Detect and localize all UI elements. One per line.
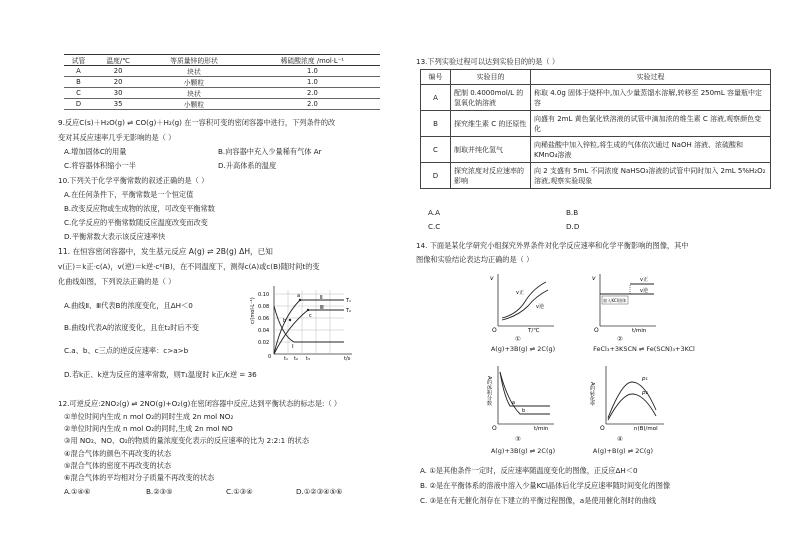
g3-equation: A(g)+3B(g) ⇌ 2C(g) (490, 447, 556, 455)
table-cell: 2.0 (245, 88, 380, 99)
table-cell: 1.0 (245, 77, 380, 88)
table-cell: C (421, 137, 451, 163)
g3-curve-label: a (512, 400, 516, 406)
y-tick: 0.06 (258, 316, 270, 322)
graph-1 (488, 270, 558, 332)
table-header: 温度/℃ (93, 55, 143, 66)
g4-number: ④ (617, 435, 623, 443)
table-cell: 向稀盐酸中加入锌粒,将生成的气体依次通过 NaOH 溶液、浓硫酸和 KMnO₄溶液 (531, 137, 771, 163)
q12-option-c: C.①③④ (226, 487, 253, 496)
table-row (64, 77, 380, 88)
table-cell: 2.0 (245, 99, 380, 110)
table-header-row (64, 55, 380, 66)
graph-2 (590, 270, 660, 332)
g1-curve-forward (502, 282, 546, 318)
curve-label: Ⅲ (320, 305, 324, 311)
g4-curve-p1 (608, 382, 656, 418)
q11-stem: 11. 在恒容密闭容器中，发生基元反应 A(g) ⇌ 2B(g) ΔH，已知 (58, 247, 273, 256)
q12-option-b: B.②③⑤ (146, 487, 173, 496)
g1-curve-label: v逆 (536, 304, 544, 310)
table-cell: 1.0 (245, 66, 380, 77)
table-cell: 制取并纯化氢气 (451, 137, 531, 163)
q11-option-a: A.曲线Ⅱ、Ⅲ代表B的浓度变化，且ΔH＜0 (64, 301, 193, 310)
g2-curve-label: v正 (640, 277, 648, 283)
q10-stem: 10.下列关于化学平衡常数的叙述正确的是（ ） (58, 176, 209, 185)
q14-option-b: B. ②是在平衡体系的溶液中溶入少量KCl晶体后化学反应速率随时间变化的图像 (420, 481, 671, 490)
x-tick: t₁ (284, 356, 288, 362)
point-b (289, 319, 291, 321)
g4-curve-p2 (608, 394, 656, 420)
table-cell: 探究维生素 C 的还原性 (451, 111, 531, 137)
g1-x-label: T/℃ (528, 328, 540, 334)
point-a (299, 299, 301, 301)
q10-option-b: B.改变反应物或生成物的浓度，可改变平衡常数 (64, 204, 215, 213)
g3-x-label: t/min (534, 426, 549, 432)
table-header: 稀硫酸浓度 /mol·L⁻¹ (245, 55, 380, 66)
q13-option-c: C.C (428, 222, 441, 231)
q13-option-d: D.D (566, 222, 580, 231)
table-cell: 块状 (143, 88, 245, 99)
q11-stem-line3: 化曲线如图，下列说法正确的是（ ） (58, 277, 176, 286)
g1-y-label: v (490, 275, 494, 282)
q10-option-d: D.平衡常数大表示该反应速率快 (64, 232, 166, 241)
g2-note: 加入KCl固体 (603, 298, 627, 303)
q9-option-b: B.向容器中充入少量稀有气体 Ar (218, 147, 322, 156)
table-cell: 小颗粒 (143, 77, 245, 88)
table-cell: 配制 0.4000mol/L 的氢氧化钠溶液 (451, 85, 531, 111)
g2-number: ② (617, 335, 623, 343)
table-header: 编号 (421, 70, 451, 85)
table-header-row (421, 70, 771, 85)
table-cell: D (421, 163, 451, 189)
y-tick: 0.02 (258, 340, 270, 346)
q11-option-d: D.若k正、k逆为反应的速率常数，则T₁温度时 k正/k逆 = 36 (64, 370, 257, 379)
table-cell: D (64, 99, 93, 110)
table-cell: A (64, 66, 93, 77)
g4-x-label: n(B)/mol (634, 426, 658, 432)
g3-curve-label: b (522, 408, 526, 414)
q10-option-c: C.化学反应的平衡常数随反应温度改变而改变 (64, 218, 208, 227)
point-c (307, 309, 309, 311)
q12-statement-5: ⑤混合气体的密度不再改变的状态 (64, 461, 172, 470)
zinc-experiment-table (64, 54, 380, 110)
table-cell: 向盛有 2mL 黄色氯化铁溶液的试管中滴加浓的维生素 C 溶液,观察颜色变化 (531, 111, 771, 137)
table-cell: 30 (93, 88, 143, 99)
experiment-table (420, 69, 771, 189)
graph-3 (488, 362, 558, 432)
g4-curve-label: p₁ (642, 376, 648, 382)
q9-stem: 9.反应C(s)＋H₂O(g) ⇌ CO(g)＋H₂(g) 在一容积可变的密闭容器中进行，下列条件的改 (58, 118, 336, 127)
origin-label: O (600, 425, 605, 432)
q12-statement-6: ⑥混合气体的平均相对分子质量不再改变的状态 (64, 473, 215, 482)
curve-label: Ⅰ (292, 344, 294, 350)
g1-curve-label: v正 (516, 290, 524, 296)
q12-statement-1: ①单位时间内生成 n mol O₂的同时生成 2n mol NO₂ (64, 412, 234, 421)
table-row (421, 85, 771, 111)
table-cell: 块状 (143, 66, 245, 77)
q11-stem-line2: v(正)＝k正·c(A)，v(逆)＝k逆·c²(B)，在不同温度下，测得c(A)或c(B)随时间t的变 (58, 262, 320, 271)
q12-stem: 12.可逆反应:2NO₂(g) ⇌ 2NO(g)+O₂(g)在密闭容器中反应,达到平衡状态的标志是:（ ） (58, 399, 342, 408)
g2-equation: FeCl₃+3KSCN ⇌ Fe(SCN)₃+3KCl (593, 345, 695, 353)
q12-option-d: D.①②③④⑤⑥ (296, 487, 343, 496)
table-cell: 称取 4.0g 固体于烧杯中,加入少量蒸馏水溶解,转移至 250mL 容量瓶中定容 (531, 85, 771, 111)
point-label: b (283, 318, 287, 324)
concentration-time-graph (248, 280, 358, 362)
curve-label: Ⅱ (320, 295, 323, 301)
curve-ii (274, 300, 344, 354)
table-cell: 35 (93, 99, 143, 110)
g2-y-label: v (592, 275, 596, 282)
x-tick: t₂ (294, 356, 298, 362)
table-cell: B (64, 77, 93, 88)
y-tick: 0.04 (258, 328, 270, 334)
table-cell: C (64, 88, 93, 99)
point-label: a (297, 293, 301, 299)
q14-stem-continued: 图像和实验结论表达均正确的是（ ） (416, 255, 534, 264)
y-tick: 0.10 (258, 292, 270, 298)
g1-equation: A(g)+3B(g) ⇌ 2C(g) (490, 345, 556, 353)
table-cell: A (421, 85, 451, 111)
q9-stem-continued: 变对其反应速率几乎无影响的是（ ） (58, 133, 176, 142)
graph-y-label: c/(mol·L⁻¹) (250, 297, 256, 324)
y-tick: 0.08 (258, 304, 270, 310)
q13-stem: 13.下列实验过程可以达到实验目的的是（ ） (416, 57, 560, 66)
g1-number: ① (515, 335, 521, 343)
table-row (421, 137, 771, 163)
q9-option-d: D.升高体系的温度 (218, 161, 277, 170)
y-tick: 0 (268, 354, 272, 360)
table-header: 试管 (64, 55, 93, 66)
q14-stem: 14. 下面是某化学研究小组探究外界条件对化学反应速率和化学平衡影响的图像，其中 (416, 241, 689, 250)
q12-statement-4: ④混合气体的颜色不再改变的状态 (64, 449, 172, 458)
g2-curve-label: v逆 (640, 288, 648, 294)
g3-number: ③ (515, 435, 521, 443)
graph-4 (590, 362, 670, 432)
table-cell: B (421, 111, 451, 137)
table-row (64, 66, 380, 77)
g4-equation: A(g)+B(g) ⇌ 2C(g) (592, 447, 654, 455)
point-label: c (309, 313, 312, 319)
q13-option-a: A.A (428, 208, 440, 217)
q11-option-c: C.a、b、c三点的逆反应速率：c>a>b (64, 346, 189, 355)
table-row (421, 111, 771, 137)
g3-curve-a (500, 372, 550, 406)
table-header: 等质量锌的形状 (143, 55, 245, 66)
table-row (421, 163, 771, 189)
table-cell: 向 2 支盛有 5mL 不同浓度 NaHSO₃溶液的试管中同时加入 2mL 5%H₂O₂溶液,观察实验现象 (531, 163, 771, 189)
q14-option-c: C. ③是在有无催化剂存在下建立的平衡过程图像，a是使用催化剂时的曲线 (420, 496, 657, 505)
x-axis-label: t/s (344, 356, 351, 362)
g2-x-label: t/min (632, 328, 647, 334)
q13-option-b: B.B (566, 208, 579, 217)
table-cell: 小颗粒 (143, 99, 245, 110)
q9-option-a: A.增加固体C的用量 (64, 147, 127, 156)
table-cell: 20 (93, 77, 143, 88)
q9-option-c: C.将容器体积缩小一半 (64, 161, 136, 170)
q12-statement-3: ③用 NO₂、NO、O₂的物质的量浓度变化表示的反应速率的比为 2:2:1 的状态 (64, 436, 310, 445)
curve-label: T₁ (346, 298, 352, 304)
q11-option-b: B.曲线Ⅰ代表A的浓度变化，且在t₂时后不变 (64, 323, 199, 332)
table-header: 实验过程 (531, 70, 771, 85)
g3-y-label: A的体积分数 (486, 376, 492, 406)
g4-curve-label: p₂ (642, 390, 648, 396)
origin-label: O (492, 327, 497, 334)
q12-option-a: A.①④⑥ (64, 487, 91, 496)
table-row (64, 88, 380, 99)
q14-option-a: A. ①是其他条件一定时，反应速率随温度变化的图像，正反应ΔH＜0 (420, 466, 638, 475)
curve-label: T₂ (346, 308, 352, 314)
table-row (64, 99, 380, 110)
table-cell: 20 (93, 66, 143, 77)
origin-label: O (492, 425, 497, 432)
x-tick: t₃ (306, 356, 310, 362)
q10-option-a: A.在任何条件下，平衡常数是一个恒定值 (64, 190, 194, 199)
table-header: 实验目的 (451, 70, 531, 85)
origin-label: O (594, 327, 599, 334)
g4-y-label: A的转化率 (589, 382, 595, 407)
table-cell: 探究浓度对反应速率的影响 (451, 163, 531, 189)
q12-statement-2: ②单位时间内生成 n mol O₂的同时,生成 2n mol NO (64, 424, 233, 433)
